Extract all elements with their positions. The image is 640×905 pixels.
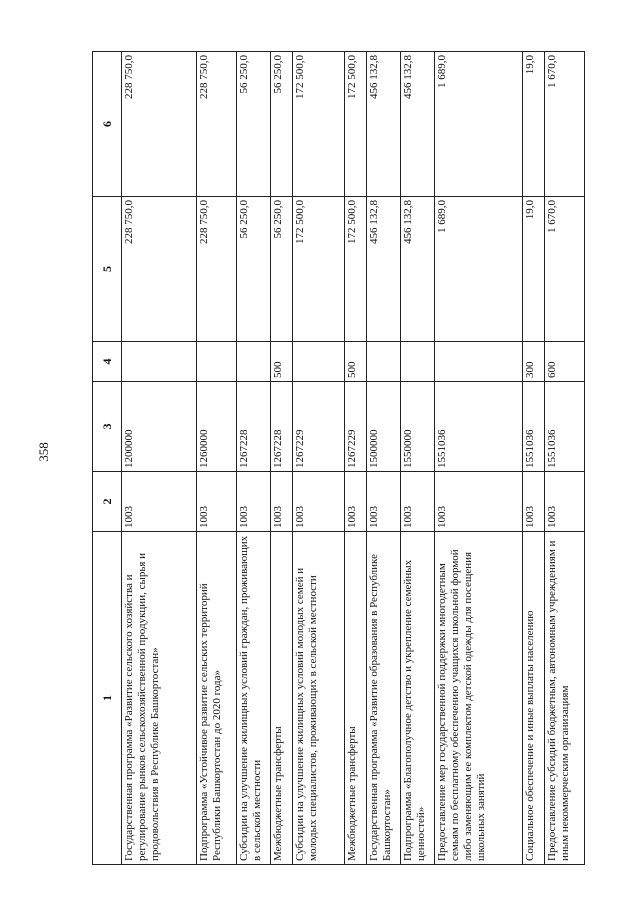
row-name: Предоставление субсидий бюджетным, автономным учреждениям и иным некоммерческим организациям [545, 532, 585, 865]
row-type [401, 342, 435, 382]
row-sum-5: 19,0 [523, 197, 545, 342]
row-sum-6: 19,0 [523, 52, 545, 197]
budget-table-frame [92, 52, 571, 865]
row-sum-5: 172 500,0 [293, 197, 345, 342]
row-name: Межбюджетные трансферты [271, 532, 293, 865]
row-sum-5: 456 132,8 [367, 197, 401, 342]
row-sum-5: 172 500,0 [345, 197, 367, 342]
row-type [197, 342, 237, 382]
row-sum-6: 228 750,0 [122, 52, 197, 197]
table-row [367, 52, 401, 865]
table-row [271, 52, 293, 865]
row-target: 1500000 [367, 382, 401, 472]
row-type [122, 342, 197, 382]
row-name: Подпрограмма «Благополучное детство и укрепление семейных ценностей» [401, 532, 435, 865]
row-name: Подпрограмма «Устойчивое развитие сельских территорий Республики Башкортостан до 2020 года» [197, 532, 237, 865]
row-section: 1003 [523, 472, 545, 532]
row-target: 1267228 [271, 382, 293, 472]
table-row [122, 52, 197, 865]
header-col-3: 3 [93, 382, 122, 472]
row-section: 1003 [345, 472, 367, 532]
row-name: Социальное обеспечение и иные выплаты населению [523, 532, 545, 865]
row-target: 1551036 [435, 382, 523, 472]
row-type [367, 342, 401, 382]
table-row [523, 52, 545, 865]
row-sum-6: 172 500,0 [293, 52, 345, 197]
row-section: 1003 [545, 472, 585, 532]
row-section: 1003 [401, 472, 435, 532]
row-section: 1003 [293, 472, 345, 532]
row-type: 300 [523, 342, 545, 382]
row-target: 1267229 [293, 382, 345, 472]
row-sum-5: 1 689,0 [435, 197, 523, 342]
header-col-1: 1 [93, 532, 122, 865]
row-target: 1260000 [197, 382, 237, 472]
header-col-6: 6 [93, 52, 122, 197]
row-type [293, 342, 345, 382]
header-col-4: 4 [93, 342, 122, 382]
row-section: 1003 [367, 472, 401, 532]
table-row [545, 52, 585, 865]
row-target: 1200000 [122, 382, 197, 472]
row-sum-6: 1 670,0 [545, 52, 585, 197]
row-name: Межбюджетные трансферты [345, 532, 367, 865]
row-name: Предоставление мер государственной поддержки многодетным семьям по бесплатному обеспечению учащихся школьной формой либо заменяющим ее комплектом детской одежды для посещения школьных занятий [435, 532, 523, 865]
table-row [237, 52, 271, 865]
row-target: 1551036 [523, 382, 545, 472]
row-type [435, 342, 523, 382]
table-row [293, 52, 345, 865]
header-row [93, 52, 122, 865]
row-target: 1550000 [401, 382, 435, 472]
row-sum-6: 56 250,0 [271, 52, 293, 197]
row-sum-5: 228 750,0 [197, 197, 237, 342]
header-col-2: 2 [93, 472, 122, 532]
row-type: 500 [345, 342, 367, 382]
row-section: 1003 [237, 472, 271, 532]
row-sum-6: 456 132,8 [401, 52, 435, 197]
row-sum-6: 228 750,0 [197, 52, 237, 197]
row-sum-6: 56 250,0 [237, 52, 271, 197]
row-type: 600 [545, 342, 585, 382]
row-section: 1003 [122, 472, 197, 532]
row-sum-5: 228 750,0 [122, 197, 197, 342]
row-target: 1267229 [345, 382, 367, 472]
row-name: Субсидии на улучшение жилищных условий молодых семей и молодых специалистов, проживающих в сельской местности [293, 532, 345, 865]
row-sum-6: 172 500,0 [345, 52, 367, 197]
row-sum-5: 456 132,8 [401, 197, 435, 342]
row-name: Государственная программа «Развитие образования в Республике Башкортостан» [367, 532, 401, 865]
row-section: 1003 [435, 472, 523, 532]
row-target: 1551036 [545, 382, 585, 472]
row-name: Государственная программа «Развитие сельского хозяйства и регулирование рынков сельскохозяйственной продукции, сырья и продовольствия в Республике Башкортостан» [122, 532, 197, 865]
row-type [237, 342, 271, 382]
table-row [435, 52, 523, 865]
header-col-5: 5 [93, 197, 122, 342]
row-name: Субсидии на улучшение жилищных условий граждан, проживающих в сельской местности [237, 532, 271, 865]
row-sum-6: 1 689,0 [435, 52, 523, 197]
row-target: 1267228 [237, 382, 271, 472]
row-section: 1003 [197, 472, 237, 532]
row-sum-5: 56 250,0 [237, 197, 271, 342]
page-number: 358 [36, 442, 51, 462]
table-row [345, 52, 367, 865]
table-row [197, 52, 237, 865]
row-sum-5: 1 670,0 [545, 197, 585, 342]
rotated-table-container [92, 52, 571, 865]
row-type: 500 [271, 342, 293, 382]
budget-table [92, 51, 585, 865]
table-row [401, 52, 435, 865]
row-sum-5: 56 250,0 [271, 197, 293, 342]
row-sum-6: 456 132,8 [367, 52, 401, 197]
row-section: 1003 [271, 472, 293, 532]
